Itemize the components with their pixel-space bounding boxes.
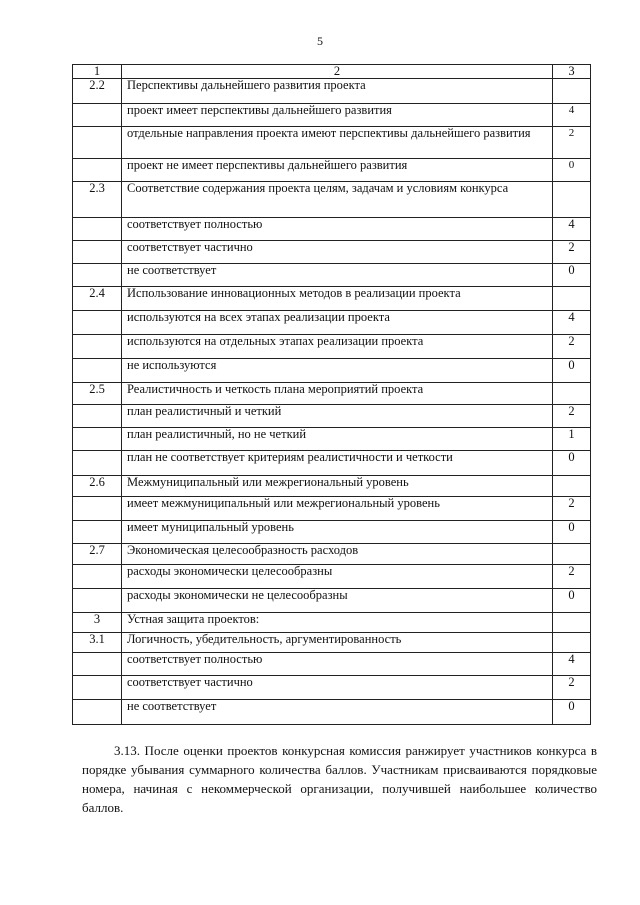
row-number [73, 104, 122, 127]
table-row [73, 104, 591, 127]
row-text: план реалистичный, но не четкий [122, 428, 553, 451]
row-number [73, 218, 122, 241]
row-number: 2.3 [73, 182, 122, 218]
row-text: Реалистичность и четкость плана мероприятий проекта [122, 383, 553, 405]
table-row [73, 544, 591, 565]
table-row [73, 359, 591, 383]
row-text: используются на отдельных этапах реализации проекта [122, 335, 553, 359]
row-number: 2.6 [73, 476, 122, 497]
table-row [73, 613, 591, 633]
table-header-row [73, 65, 591, 79]
row-score: 4 [553, 311, 591, 335]
row-score: 0 [553, 451, 591, 476]
table-row [73, 700, 591, 725]
row-text: имеет муниципальный уровень [122, 521, 553, 544]
table-row [73, 383, 591, 405]
row-number [73, 359, 122, 383]
row-score: 0 [553, 589, 591, 613]
table-row [73, 182, 591, 218]
row-text: соответствует полностью [122, 218, 553, 241]
row-number [73, 428, 122, 451]
row-number [73, 676, 122, 700]
row-number [73, 159, 122, 182]
table-row [73, 311, 591, 335]
header-col-1: 1 [73, 65, 122, 79]
row-number [73, 241, 122, 264]
row-text: не соответствует [122, 700, 553, 725]
row-text: отдельные направления проекта имеют перспективы дальнейшего развития [122, 127, 553, 159]
row-score: 2 [553, 676, 591, 700]
row-number [73, 405, 122, 428]
row-score: 1 [553, 428, 591, 451]
row-score [553, 182, 591, 218]
row-number [73, 127, 122, 159]
table-row [73, 565, 591, 589]
table-row [73, 127, 591, 159]
row-number [73, 335, 122, 359]
row-score: 2 [553, 241, 591, 264]
row-text: план реалистичный и четкий [122, 405, 553, 428]
row-score: 2 [553, 405, 591, 428]
row-text: не используются [122, 359, 553, 383]
table-row [73, 159, 591, 182]
table-row [73, 218, 591, 241]
row-text: Использование инновационных методов в реализации проекта [122, 287, 553, 311]
row-score: 2 [553, 335, 591, 359]
row-number [73, 311, 122, 335]
row-text: используются на всех этапах реализации проекта [122, 311, 553, 335]
table-row [73, 497, 591, 521]
table-row [73, 264, 591, 287]
row-text: Перспективы дальнейшего развития проекта [122, 79, 553, 104]
row-score: 4 [553, 653, 591, 676]
row-text: не соответствует [122, 264, 553, 287]
row-text: Межмуниципальный или межрегиональный уровень [122, 476, 553, 497]
header-col-3: 3 [553, 65, 591, 79]
row-score [553, 79, 591, 104]
row-score [553, 383, 591, 405]
table-row [73, 653, 591, 676]
row-text: Соответствие содержания проекта целям, задачам и условиям конкурса [122, 182, 553, 218]
table-row [73, 428, 591, 451]
row-number [73, 264, 122, 287]
row-text: план не соответствует критериям реалистичности и четкости [122, 451, 553, 476]
row-number [73, 589, 122, 613]
row-number: 3.1 [73, 633, 122, 653]
header-col-2: 2 [122, 65, 553, 79]
row-text: расходы экономически целесообразны [122, 565, 553, 589]
table-row [73, 241, 591, 264]
row-number [73, 521, 122, 544]
row-text: соответствует частично [122, 241, 553, 264]
row-score: 2 [553, 127, 591, 159]
row-score: 0 [553, 700, 591, 725]
row-score: 4 [553, 104, 591, 127]
row-score [553, 633, 591, 653]
table-row [73, 521, 591, 544]
row-score: 4 [553, 218, 591, 241]
row-number: 2.7 [73, 544, 122, 565]
row-number: 3 [73, 613, 122, 633]
row-number [73, 497, 122, 521]
row-number: 2.4 [73, 287, 122, 311]
table-row [73, 335, 591, 359]
row-text: соответствует полностью [122, 653, 553, 676]
table-row [73, 633, 591, 653]
row-score: 2 [553, 565, 591, 589]
row-number [73, 653, 122, 676]
row-score [553, 476, 591, 497]
criteria-table [72, 64, 591, 725]
row-text: Логичность, убедительность, аргументированность [122, 633, 553, 653]
paragraph-3-13: 3.13. После оценки проектов конкурсная комиссия ранжирует участников конкурса в порядке убывания суммарного количества баллов. Участникам присваиваются порядковые номера, начиная с некоммерческой организации, получившей наибольшее количество баллов. [82, 743, 597, 815]
row-number [73, 451, 122, 476]
row-text: соответствует частично [122, 676, 553, 700]
row-text: Устная защита проектов: [122, 613, 553, 633]
row-text: имеет межмуниципальный или межрегиональный уровень [122, 497, 553, 521]
row-score: 0 [553, 359, 591, 383]
row-score [553, 287, 591, 311]
row-score [553, 544, 591, 565]
table-row [73, 79, 591, 104]
row-number [73, 565, 122, 589]
row-number: 2.5 [73, 383, 122, 405]
table-row [73, 589, 591, 613]
row-text: расходы экономически не целесообразны [122, 589, 553, 613]
row-text: проект имеет перспективы дальнейшего развития [122, 104, 553, 127]
row-text: Экономическая целесообразность расходов [122, 544, 553, 565]
table-row [73, 405, 591, 428]
row-number [73, 700, 122, 725]
row-score [553, 613, 591, 633]
row-score: 0 [553, 159, 591, 182]
row-score: 0 [553, 264, 591, 287]
row-number: 2.2 [73, 79, 122, 104]
row-score: 0 [553, 521, 591, 544]
table-row [73, 676, 591, 700]
table-row [73, 287, 591, 311]
row-text: проект не имеет перспективы дальнейшего развития [122, 159, 553, 182]
table-row [73, 476, 591, 497]
table-row [73, 451, 591, 476]
row-score: 2 [553, 497, 591, 521]
page-number: 5 [317, 34, 323, 48]
